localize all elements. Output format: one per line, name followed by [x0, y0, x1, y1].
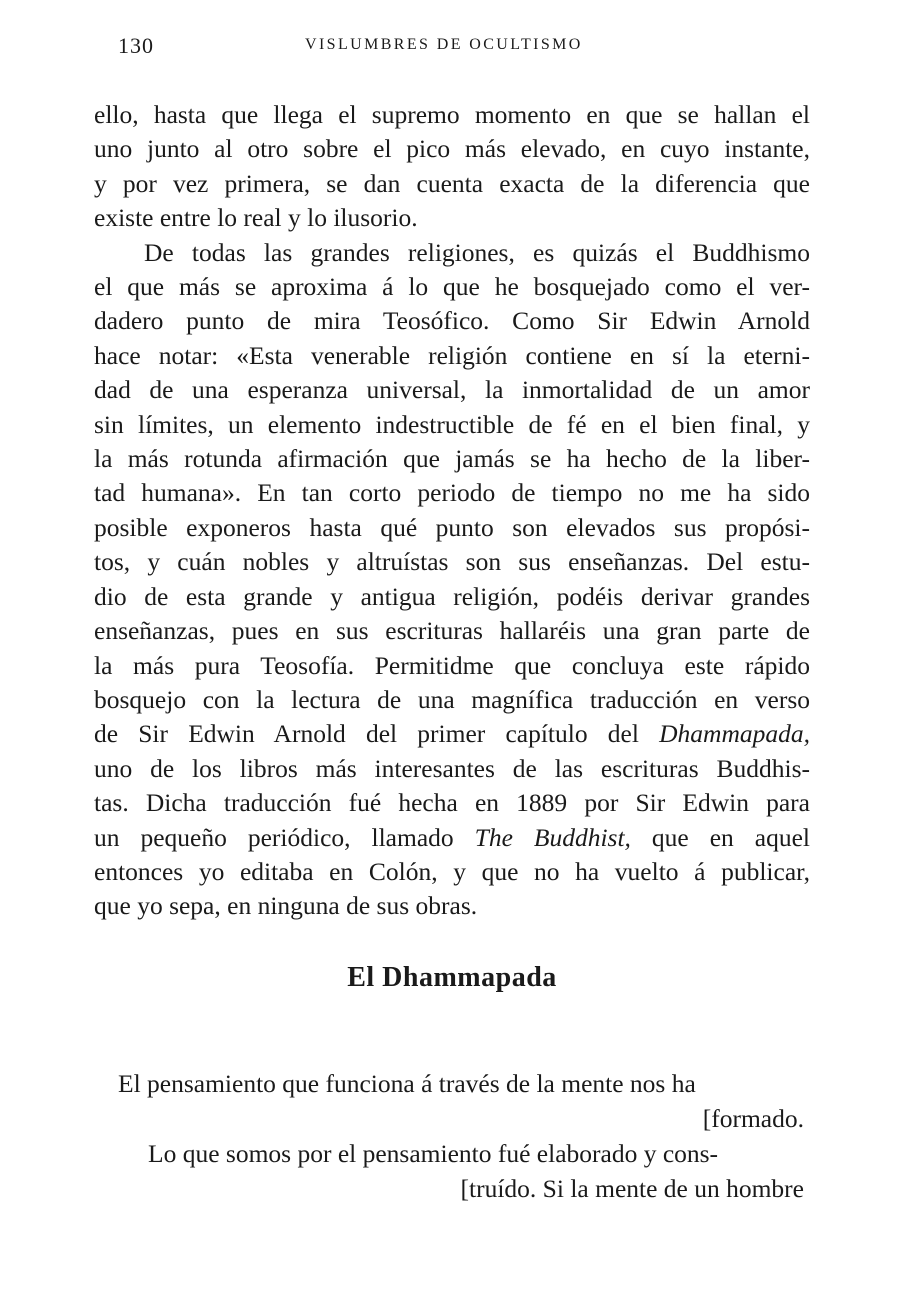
page-number: 130 [118, 33, 154, 58]
text-line: la más rotunda afirmación que jamás se ha hecho de la liber- [94, 444, 810, 474]
text-line: posible exponeros hasta qué punto son elevados sus propósi- [94, 512, 810, 542]
text-line [94, 821, 810, 855]
text-line: ello, hasta que llega el supremo momento en que se hallan el [94, 100, 810, 129]
text-line: dio de esta grande y antigua religión, podéis derivar grandes [94, 581, 810, 611]
body-text [94, 98, 810, 924]
verse-line: Lo que somos por el pensamiento fué elaborado y cons- [148, 1139, 719, 1168]
text-line [94, 717, 810, 751]
text-line: entonces yo editaba en Colón, y que no ha vuelto á publicar, [94, 856, 810, 886]
text-line: tos, y cuán nobles y altruístas son sus enseñanzas. Del estu- [94, 547, 810, 577]
text-line: tad humana». En tan corto periodo de tiempo no me ha sido [94, 478, 810, 508]
text-line: hace notar: «Esta venerable religión contiene en sí la eterni- [94, 340, 810, 370]
book-title-dhammapada: Dhammapada, [659, 719, 810, 749]
verse-line: El pensamiento que funciona á través de la mente nos ha [118, 1069, 696, 1098]
text-line: uno junto al otro sobre el pico más elevado, en cuyo instante, [94, 134, 810, 164]
section-heading: El Dhammapada [347, 962, 557, 993]
text-line: y por vez primera, se dan cuenta exacta de la diferencia que [94, 168, 810, 198]
text-line: la más pura Teosofía. Permitidme que concluya este rápido [94, 650, 810, 680]
text-segment: que en aquel [630, 822, 811, 852]
paragraph-1 [94, 98, 810, 236]
text-segment: de Sir Edwin Arnold del primer capítulo del [94, 719, 660, 749]
text-line: tas. Dicha traducción fué hecha en 1889 por Sir Edwin para [94, 788, 810, 818]
paragraph-2 [94, 236, 810, 924]
text-line: uno de los libros más interesantes de las escrituras Buddhis- [94, 753, 810, 783]
text-line: dad de una esperanza universal, la inmortalidad de un amor [94, 375, 810, 405]
text-segment: un pequeño periódico, llamado [94, 822, 475, 852]
running-title: VISLUMBRES DE OCULTISMO [305, 36, 583, 53]
verse-line-continuation: [formado. [702, 1104, 804, 1133]
text-line: que yo sepa, en ninguna de sus obras. [94, 891, 478, 921]
periodical-title-the-buddhist: The Buddhist, [474, 822, 631, 852]
verse-line-continuation: [truído. Si la mente de un hombre [460, 1174, 804, 1203]
text-line: De todas las grandes religiones, es quizás el Buddhismo [144, 237, 810, 267]
text-line: enseñanzas, pues en sus escrituras hallaréis una gran parte de [94, 616, 810, 646]
verse-block [94, 1066, 810, 1206]
text-line: dadero punto de mira Teosófico. Como Sir Edwin Arnold [94, 306, 810, 336]
text-line: existe entre lo real y lo ilusorio. [94, 203, 418, 233]
running-head [0, 33, 904, 57]
text-line: sin límites, un elemento indestructible de fé en el bien final, y [94, 409, 810, 439]
text-line: el que más se aproxima á lo que he bosquejado como el ver- [94, 272, 810, 302]
text-line: bosquejo con la lectura de una magnífica traducción en verso [94, 684, 810, 714]
